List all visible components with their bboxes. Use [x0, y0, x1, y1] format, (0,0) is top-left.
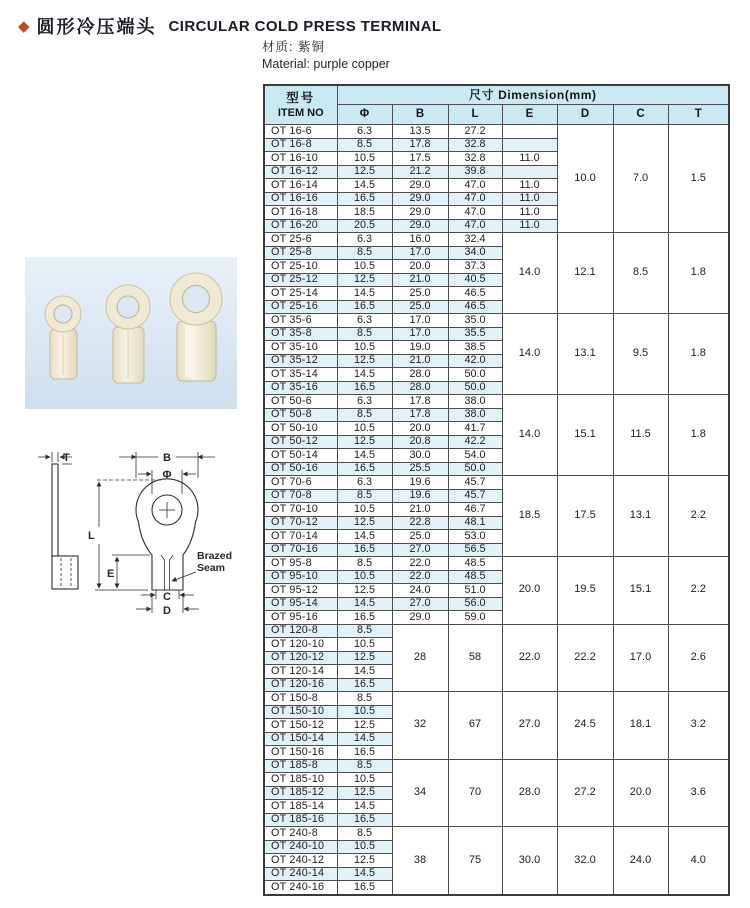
value-cell: 11.0 — [502, 192, 557, 206]
value-cell: 10.5 — [337, 773, 392, 787]
value-cell: 14.5 — [337, 665, 392, 679]
dimension-diagram — [25, 442, 260, 632]
merged-value-cell: 17.0 — [613, 624, 668, 692]
value-cell: 22.0 — [392, 557, 448, 571]
item-cell: OT 185-10 — [264, 773, 337, 787]
value-cell: 8.5 — [337, 624, 392, 638]
item-cell: OT 120-16 — [264, 678, 337, 692]
value-cell: 16.5 — [337, 381, 392, 395]
merged-value-cell: 20.0 — [613, 759, 668, 827]
value-cell: 27.0 — [392, 597, 448, 611]
value-cell: 8.5 — [337, 489, 392, 503]
value-cell: 12.5 — [337, 719, 392, 733]
item-cell: OT 240-8 — [264, 827, 337, 841]
value-cell: 32.8 — [448, 138, 502, 152]
value-cell: 27.2 — [448, 125, 502, 139]
value-cell: 34.0 — [448, 246, 502, 260]
item-cell: OT 95-12 — [264, 584, 337, 598]
item-cell: OT 240-14 — [264, 867, 337, 881]
item-cell: OT 185-16 — [264, 813, 337, 827]
value-cell: 22.0 — [392, 570, 448, 584]
value-cell: 50.0 — [448, 381, 502, 395]
value-cell: 17.5 — [392, 152, 448, 166]
product-photo — [25, 257, 237, 409]
dimension-label-l: L — [88, 530, 95, 542]
merged-value-cell: 14.0 — [502, 233, 557, 314]
merged-value-cell: 18.1 — [613, 692, 668, 760]
value-cell: 8.5 — [337, 408, 392, 422]
value-cell — [502, 165, 557, 179]
value-cell: 17.8 — [392, 395, 448, 409]
value-cell: 11.0 — [502, 219, 557, 233]
table-row — [264, 476, 729, 490]
value-cell: 6.3 — [337, 314, 392, 328]
value-cell: 12.5 — [337, 435, 392, 449]
value-cell — [502, 125, 557, 139]
item-cell: OT 185-14 — [264, 800, 337, 814]
value-cell: 12.5 — [337, 854, 392, 868]
item-cell: OT 16-14 — [264, 179, 337, 193]
value-cell: 45.7 — [448, 476, 502, 490]
dimension-label-c: C — [163, 591, 171, 603]
value-cell: 8.5 — [337, 827, 392, 841]
merged-value-cell: 13.1 — [557, 314, 613, 395]
item-cell: OT 50-10 — [264, 422, 337, 436]
table-row — [264, 759, 729, 773]
terminal-large-illustration — [170, 273, 222, 381]
value-cell: 29.0 — [392, 192, 448, 206]
item-cell: OT 150-12 — [264, 719, 337, 733]
item-no-header-en: ITEM NO — [277, 106, 324, 119]
terminal-medium-illustration — [106, 285, 150, 383]
terminal-small-illustration — [45, 296, 81, 379]
value-cell: 19.6 — [392, 476, 448, 490]
value-cell: 50.0 — [448, 368, 502, 382]
value-cell: 30.0 — [392, 449, 448, 463]
merged-value-cell: 24.5 — [557, 692, 613, 760]
value-cell: 21.0 — [392, 503, 448, 517]
item-cell: OT 25-14 — [264, 287, 337, 301]
item-cell: OT 185-8 — [264, 759, 337, 773]
item-cell: OT 240-10 — [264, 840, 337, 854]
value-cell: 6.3 — [337, 125, 392, 139]
value-cell — [502, 138, 557, 152]
merged-value-cell: 32.0 — [557, 827, 613, 896]
value-cell: 17.8 — [392, 408, 448, 422]
page-title-zh: 圆形冷压端头 — [36, 17, 157, 37]
item-cell: OT 120-14 — [264, 665, 337, 679]
value-cell: 12.5 — [337, 516, 392, 530]
value-cell: 45.7 — [448, 489, 502, 503]
merged-value-cell: 22.2 — [557, 624, 613, 692]
dimension-label-e: E — [107, 568, 115, 580]
item-cell: OT 70-8 — [264, 489, 337, 503]
item-cell: OT 185-12 — [264, 786, 337, 800]
merged-value-cell: 27.2 — [557, 759, 613, 827]
merged-value-cell: 30.0 — [502, 827, 557, 896]
item-cell: OT 95-16 — [264, 611, 337, 625]
merged-value-cell: 58 — [448, 624, 502, 692]
material-note-en: Material: purple copper — [262, 57, 390, 71]
value-cell: 38.5 — [448, 341, 502, 355]
value-cell: 38.0 — [448, 395, 502, 409]
value-cell: 14.5 — [337, 800, 392, 814]
value-cell: 12.5 — [337, 354, 392, 368]
value-cell: 11.0 — [502, 152, 557, 166]
value-cell: 32.4 — [448, 233, 502, 247]
value-cell: 42.0 — [448, 354, 502, 368]
spec-table-container — [263, 84, 730, 896]
item-cell: OT 35-10 — [264, 341, 337, 355]
item-cell: OT 25-16 — [264, 300, 337, 314]
merged-value-cell: 22.0 — [502, 624, 557, 692]
value-cell: 47.0 — [448, 192, 502, 206]
value-cell: 20.8 — [392, 435, 448, 449]
dimension-label-t: T — [63, 452, 70, 464]
item-cell: OT 240-12 — [264, 854, 337, 868]
value-cell: 47.0 — [448, 206, 502, 220]
item-cell: OT 25-6 — [264, 233, 337, 247]
merged-value-cell: 28 — [392, 624, 448, 692]
merged-value-cell: 20.0 — [502, 557, 557, 625]
item-cell: OT 25-12 — [264, 273, 337, 287]
value-cell: 14.5 — [337, 368, 392, 382]
value-cell: 8.5 — [337, 327, 392, 341]
value-cell: 14.5 — [337, 530, 392, 544]
value-cell: 14.5 — [337, 179, 392, 193]
value-cell: 12.5 — [337, 584, 392, 598]
table-row — [264, 624, 729, 638]
value-cell: 16.5 — [337, 543, 392, 557]
merged-value-cell: 13.1 — [613, 476, 668, 557]
merged-value-cell: 14.0 — [502, 314, 557, 395]
item-cell: OT 70-10 — [264, 503, 337, 517]
col-header-e: E — [502, 105, 557, 125]
value-cell: 28.0 — [392, 368, 448, 382]
value-cell: 12.5 — [337, 273, 392, 287]
value-cell: 54.0 — [448, 449, 502, 463]
item-cell: OT 16-6 — [264, 125, 337, 139]
merged-value-cell: 2.2 — [668, 557, 729, 625]
item-cell: OT 150-14 — [264, 732, 337, 746]
value-cell: 14.5 — [337, 867, 392, 881]
material-note — [262, 39, 390, 73]
value-cell: 11.0 — [502, 206, 557, 220]
brazed-seam-label-line1: Brazed — [197, 550, 233, 562]
col-header-d: D — [557, 105, 613, 125]
item-cell: OT 50-8 — [264, 408, 337, 422]
value-cell: 16.5 — [337, 192, 392, 206]
value-cell: 12.5 — [337, 786, 392, 800]
col-header-b: B — [392, 105, 448, 125]
value-cell: 6.3 — [337, 395, 392, 409]
merged-value-cell: 19.5 — [557, 557, 613, 625]
merged-value-cell: 34 — [392, 759, 448, 827]
value-cell: 10.5 — [337, 341, 392, 355]
item-cell: OT 95-14 — [264, 597, 337, 611]
merged-value-cell: 1.8 — [668, 233, 729, 314]
terminal-front-view — [136, 479, 198, 590]
merged-value-cell: 28.0 — [502, 759, 557, 827]
value-cell: 29.0 — [392, 206, 448, 220]
merged-value-cell: 18.5 — [502, 476, 557, 557]
item-cell: OT 16-20 — [264, 219, 337, 233]
value-cell: 42.2 — [448, 435, 502, 449]
table-row — [264, 233, 729, 247]
value-cell: 20.5 — [337, 219, 392, 233]
value-cell: 51.0 — [448, 584, 502, 598]
table-body — [264, 125, 729, 896]
value-cell: 17.0 — [392, 246, 448, 260]
value-cell: 8.5 — [337, 246, 392, 260]
merged-value-cell: 11.5 — [613, 395, 668, 476]
merged-value-cell: 1.5 — [668, 125, 729, 233]
value-cell: 37.3 — [448, 260, 502, 274]
merged-value-cell: 17.5 — [557, 476, 613, 557]
value-cell: 16.5 — [337, 678, 392, 692]
value-cell: 6.3 — [337, 233, 392, 247]
item-no-header-zh: 型号 — [286, 90, 316, 105]
value-cell: 10.5 — [337, 422, 392, 436]
value-cell: 8.5 — [337, 557, 392, 571]
item-cell: OT 240-16 — [264, 881, 337, 896]
value-cell: 20.0 — [392, 260, 448, 274]
value-cell: 14.5 — [337, 287, 392, 301]
merged-value-cell: 27.0 — [502, 692, 557, 760]
value-cell: 10.5 — [337, 638, 392, 652]
value-cell: 47.0 — [448, 219, 502, 233]
merged-value-cell: 67 — [448, 692, 502, 760]
value-cell: 32.8 — [448, 152, 502, 166]
item-cell: OT 95-8 — [264, 557, 337, 571]
merged-value-cell: 15.1 — [557, 395, 613, 476]
merged-value-cell: 2.2 — [668, 476, 729, 557]
value-cell: 25.5 — [392, 462, 448, 476]
value-cell: 10.5 — [337, 503, 392, 517]
item-no-header — [264, 85, 337, 125]
item-cell: OT 16-12 — [264, 165, 337, 179]
value-cell: 47.0 — [448, 179, 502, 193]
spec-table — [263, 84, 730, 896]
merged-value-cell: 3.2 — [668, 692, 729, 760]
item-cell: OT 35-6 — [264, 314, 337, 328]
table-row — [264, 557, 729, 571]
value-cell: 56.5 — [448, 543, 502, 557]
value-cell: 59.0 — [448, 611, 502, 625]
dimension-label-d: D — [163, 605, 171, 617]
value-cell: 28.0 — [392, 381, 448, 395]
item-cell: OT 50-12 — [264, 435, 337, 449]
value-cell: 29.0 — [392, 219, 448, 233]
table-row — [264, 827, 729, 841]
value-cell: 48.5 — [448, 557, 502, 571]
dimension-e-lines — [112, 555, 150, 588]
value-cell: 48.5 — [448, 570, 502, 584]
value-cell: 11.0 — [502, 179, 557, 193]
merged-value-cell: 70 — [448, 759, 502, 827]
item-cell: OT 150-10 — [264, 705, 337, 719]
merged-value-cell: 75 — [448, 827, 502, 896]
merged-value-cell: 15.1 — [613, 557, 668, 625]
value-cell: 8.5 — [337, 138, 392, 152]
value-cell: 29.0 — [392, 611, 448, 625]
value-cell: 25.0 — [392, 530, 448, 544]
item-cell: OT 35-12 — [264, 354, 337, 368]
value-cell: 27.0 — [392, 543, 448, 557]
value-cell: 10.5 — [337, 840, 392, 854]
value-cell: 22.8 — [392, 516, 448, 530]
item-cell: OT 35-14 — [264, 368, 337, 382]
value-cell: 16.5 — [337, 881, 392, 896]
dimension-label-b: B — [163, 452, 171, 464]
value-cell: 16.5 — [337, 300, 392, 314]
value-cell: 6.3 — [337, 476, 392, 490]
merged-value-cell: 38 — [392, 827, 448, 896]
page-title-en: CIRCULAR COLD PRESS TERMINAL — [168, 17, 442, 35]
merged-value-cell: 1.8 — [668, 395, 729, 476]
value-cell: 14.5 — [337, 732, 392, 746]
value-cell: 20.0 — [392, 422, 448, 436]
value-cell: 19.6 — [392, 489, 448, 503]
col-header-c: C — [613, 105, 668, 125]
value-cell: 16.5 — [337, 813, 392, 827]
merged-value-cell: 7.0 — [613, 125, 668, 233]
item-cell: OT 70-16 — [264, 543, 337, 557]
merged-value-cell: 9.5 — [613, 314, 668, 395]
table-row — [264, 314, 729, 328]
value-cell: 14.5 — [337, 597, 392, 611]
value-cell: 21.2 — [392, 165, 448, 179]
table-row — [264, 395, 729, 409]
item-cell: OT 50-6 — [264, 395, 337, 409]
item-cell: OT 16-10 — [264, 152, 337, 166]
value-cell: 46.5 — [448, 287, 502, 301]
value-cell: 25.0 — [392, 287, 448, 301]
value-cell: 25.0 — [392, 300, 448, 314]
item-cell: OT 150-16 — [264, 746, 337, 760]
value-cell: 12.5 — [337, 165, 392, 179]
diamond-bullet-icon: ◆ — [18, 17, 30, 35]
item-cell: OT 35-8 — [264, 327, 337, 341]
value-cell: 16.5 — [337, 462, 392, 476]
item-cell: OT 150-8 — [264, 692, 337, 706]
merged-value-cell: 24.0 — [613, 827, 668, 896]
item-cell: OT 95-10 — [264, 570, 337, 584]
value-cell: 21.0 — [392, 354, 448, 368]
value-cell: 48.1 — [448, 516, 502, 530]
item-cell: OT 120-10 — [264, 638, 337, 652]
value-cell: 17.0 — [392, 327, 448, 341]
value-cell: 21.0 — [392, 273, 448, 287]
value-cell: 17.0 — [392, 314, 448, 328]
item-cell: OT 35-16 — [264, 381, 337, 395]
col-header-l: L — [448, 105, 502, 125]
merged-value-cell: 10.0 — [557, 125, 613, 233]
item-cell: OT 25-10 — [264, 260, 337, 274]
value-cell: 14.5 — [337, 449, 392, 463]
terminal-side-view — [38, 452, 78, 589]
material-note-zh: 材质: 紫铜 — [262, 40, 325, 54]
value-cell: 10.5 — [337, 570, 392, 584]
value-cell: 16.5 — [337, 746, 392, 760]
value-cell: 8.5 — [337, 692, 392, 706]
value-cell: 10.5 — [337, 152, 392, 166]
item-cell: OT 50-16 — [264, 462, 337, 476]
value-cell: 13.5 — [392, 125, 448, 139]
value-cell: 35.5 — [448, 327, 502, 341]
col-header-phi: Φ — [337, 105, 392, 125]
merged-value-cell: 2.6 — [668, 624, 729, 692]
value-cell: 24.0 — [392, 584, 448, 598]
item-cell: OT 70-6 — [264, 476, 337, 490]
merged-value-cell: 1.8 — [668, 314, 729, 395]
item-cell: OT 120-12 — [264, 651, 337, 665]
table-row — [264, 692, 729, 706]
value-cell: 50.0 — [448, 462, 502, 476]
brazed-seam-label-line2: Seam — [197, 562, 226, 574]
item-cell: OT 70-12 — [264, 516, 337, 530]
value-cell: 16.5 — [337, 611, 392, 625]
table-header-row — [264, 85, 729, 105]
value-cell: 16.0 — [392, 233, 448, 247]
item-cell: OT 120-8 — [264, 624, 337, 638]
value-cell: 18.5 — [337, 206, 392, 220]
item-cell: OT 16-18 — [264, 206, 337, 220]
col-header-t: T — [668, 105, 729, 125]
value-cell: 41.7 — [448, 422, 502, 436]
dimension-header: 尺寸 Dimension(mm) — [337, 85, 729, 105]
merged-value-cell: 8.5 — [613, 233, 668, 314]
value-cell: 40.5 — [448, 273, 502, 287]
item-cell: OT 16-16 — [264, 192, 337, 206]
item-cell: OT 25-8 — [264, 246, 337, 260]
value-cell: 53.0 — [448, 530, 502, 544]
page-title — [18, 13, 441, 39]
value-cell: 17.8 — [392, 138, 448, 152]
dimension-label-phi: Φ — [162, 469, 172, 481]
value-cell: 19.0 — [392, 341, 448, 355]
value-cell: 8.5 — [337, 759, 392, 773]
merged-value-cell: 12.1 — [557, 233, 613, 314]
value-cell: 29.0 — [392, 179, 448, 193]
item-cell: OT 50-14 — [264, 449, 337, 463]
merged-value-cell: 3.6 — [668, 759, 729, 827]
value-cell: 38.0 — [448, 408, 502, 422]
value-cell: 10.5 — [337, 705, 392, 719]
value-cell: 39.8 — [448, 165, 502, 179]
item-cell: OT 70-14 — [264, 530, 337, 544]
merged-value-cell: 14.0 — [502, 395, 557, 476]
value-cell: 10.5 — [337, 260, 392, 274]
value-cell: 56.0 — [448, 597, 502, 611]
item-cell: OT 16-8 — [264, 138, 337, 152]
table-row — [264, 125, 729, 139]
value-cell: 46.5 — [448, 300, 502, 314]
value-cell: 46.7 — [448, 503, 502, 517]
value-cell: 35.0 — [448, 314, 502, 328]
merged-value-cell: 4.0 — [668, 827, 729, 896]
merged-value-cell: 32 — [392, 692, 448, 760]
value-cell: 12.5 — [337, 651, 392, 665]
